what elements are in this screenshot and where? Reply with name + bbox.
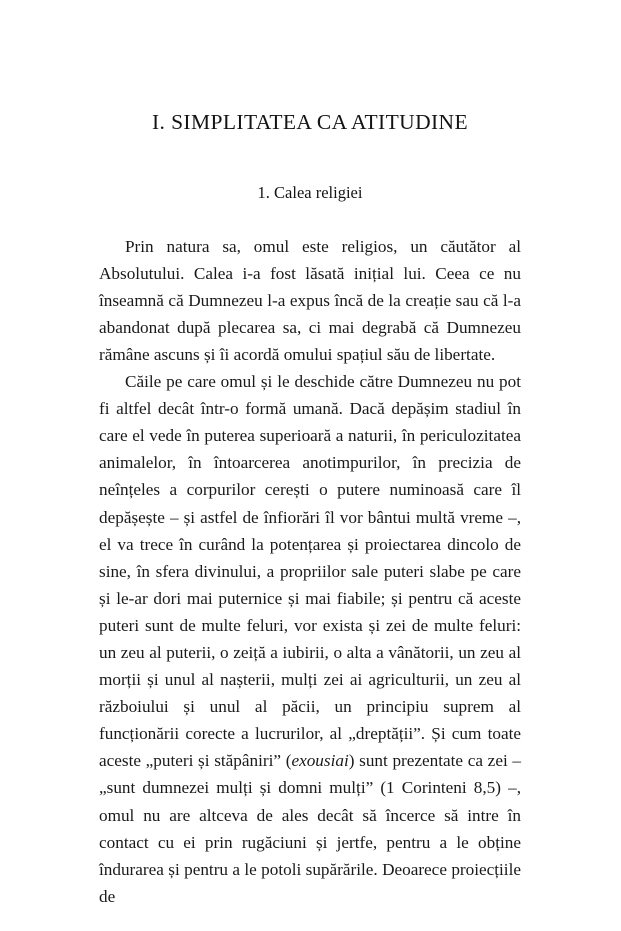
- body-copy: [99, 203, 521, 910]
- chapter-title: I. SIMPLITATEA CA ATITUDINE: [151, 110, 469, 134]
- paragraph-1: Prin natura sa, omul este religios, un căutător al Absolutului. Calea i-a fost lăsată inițial lui. Ceea ce nu înseamnă că Dumnezeu l-a expus încă de la creație sau că l-a abandonat după plecarea sa, ci mai degrabă că Dumnezeu rămâne ascuns și îi acordă omului spațiul său de libertate.: [99, 236, 521, 364]
- section-heading: 1. Calea religiei: [257, 182, 363, 202]
- paragraph-2: [99, 368, 521, 910]
- text-block: [99, 0, 521, 910]
- paragraph-2-text-before-italic: Căile pe care omul și le deschide către Dumnezeu nu pot fi altfel decât într-o formă umană. Dacă depășim stadiul în care el vede în puterea superioară a naturii, în periculozitatea animalelor, în întoarcerea anotimpurilor, în precizia de neînțeles a corpurilor cerești o putere numinoasă care îl depășește – și astfel de înfiorări îl vor bântui multă vreme –, el va trece în curând la potențarea și proiectarea dincolo de sine, în sfera divinului, a propriilor sale puteri slabe pe care și le-ar dori mai puternice și mai fiabile; și pentru că aceste puteri sunt de multe feluri, vor exista și zei de multe feluri: un zeu al puterii, o zeiță a iubirii, o alta a vânătorii, un zeu al morții și unul al nașterii, mulți zei ai agriculturii, un zeu al războiului și unul al păcii, un principiu suprem al funcționării corecte a lucrurilor, al „dreptății”. Și cum toate aceste „puteri și stăpâniri” (: [99, 372, 521, 771]
- paragraph-2-text-after-italic: ) sunt prezentate ca zei – „sunt dumnezei mulți și domni mulți” (1 Corinteni 8,5) –, omul nu are altceva de ales decât să încerce să intre în contact cu ei prin rugăciuni și jertfe, pentru a le obține îndurarea și pentru a le potoli supărările. Deoarece proiecțiile de: [99, 751, 521, 906]
- paragraph-2-italic-term: exousiai: [291, 751, 349, 771]
